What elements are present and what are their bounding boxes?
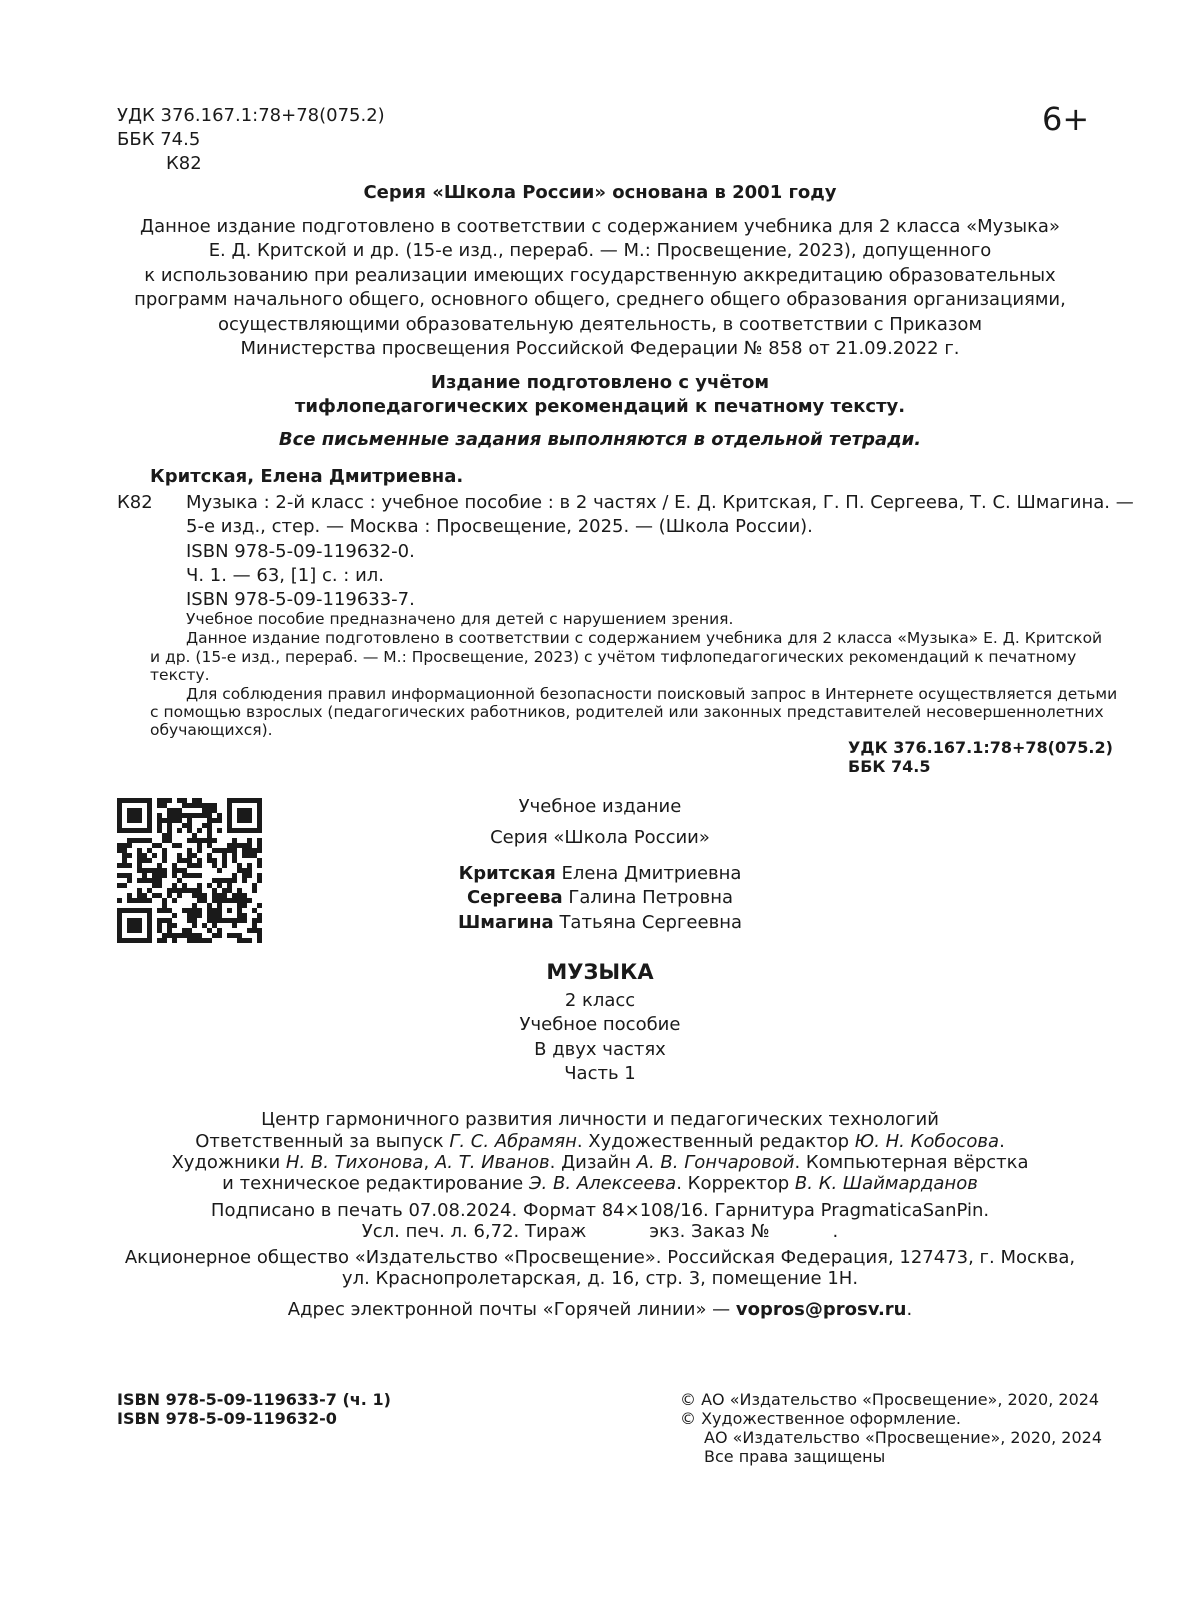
credit-name: Г. С. Абрамян xyxy=(449,1131,577,1152)
author-surname: Критская xyxy=(458,863,556,884)
book-parts: В двух частях xyxy=(534,1039,666,1060)
print-info-line: Подписано в печать 07.08.2024. Формат 84×108/16. Гарнитура PragmaticaSanPin. xyxy=(210,1200,990,1221)
credit-label: . Художественный редактор xyxy=(576,1131,850,1152)
author-line xyxy=(400,911,800,935)
credits-line xyxy=(0,1172,1200,1196)
catalog-line: ISBN 978-5-09-119632-0. xyxy=(186,541,415,562)
catalog-bbk: ББК 74.5 xyxy=(848,757,931,776)
header-code: К82 xyxy=(166,153,202,174)
copyright-line: © Художественное оформление. xyxy=(680,1409,961,1428)
print-info-line: Усл. печ. л. 6,72. Тираж экз. Заказ № . xyxy=(361,1221,839,1242)
age-rating: 6+ xyxy=(1042,100,1090,138)
credit-label: Ответственный за выпуск xyxy=(195,1131,444,1152)
catalog-line: 5-е изд., стер. — Москва : Просвещение, 2025. — (Школа России). xyxy=(186,516,813,537)
edition-series: Серия «Школа России» xyxy=(490,827,710,848)
author-name: Татьяна Сергеевна xyxy=(559,912,742,933)
credit-label: . Компьютерная вёрстка xyxy=(794,1152,1029,1173)
author-line xyxy=(400,886,800,910)
header-udk: УДК 376.167.1:78+78(075.2) xyxy=(117,105,385,126)
catalog-small-line: Учебное пособие предназначено для детей с нарушением зрения. xyxy=(186,610,734,628)
author-name: Елена Дмитриевна xyxy=(561,863,742,884)
credit-name: А. Т. Иванов xyxy=(434,1152,550,1173)
series-founded: Серия «Школа России» основана в 2001 году xyxy=(363,182,837,203)
catalog-line: ISBN 978-5-09-119633-7. xyxy=(186,589,415,610)
catalog-udk: УДК 376.167.1:78+78(075.2) xyxy=(848,738,1113,757)
isbn-footer: ISBN 978-5-09-119633-7 (ч. 1) xyxy=(117,1390,391,1409)
isbn-footer: ISBN 978-5-09-119632-0 xyxy=(117,1409,337,1428)
credit-punct: . xyxy=(999,1131,1005,1152)
credit-punct: , xyxy=(423,1152,430,1173)
credit-label: Художники xyxy=(171,1152,281,1173)
tiflo-note-line: Издание подготовлено с учётом xyxy=(430,372,770,393)
copyright-line: © АО «Издательство «Просвещение», 2020, 2024 xyxy=(680,1390,1100,1409)
book-part: Часть 1 xyxy=(564,1063,636,1084)
catalog-small-line: Для соблюдения правил информационной безопасности поисковый запрос в Интернете осуществляется детьми xyxy=(186,685,1118,703)
credit-name: А. В. Гончаровой xyxy=(636,1152,795,1173)
catalog-small-line: Данное издание подготовлено в соответствии с содержанием учебника для 2 класса «Музыка» Е. Д. Критской xyxy=(186,629,1103,647)
copyright-line: АО «Издательство «Просвещение», 2020, 2024 xyxy=(704,1428,1103,1447)
credits-center: Центр гармоничного развития личности и педагогических технологий xyxy=(261,1109,939,1130)
credit-name: Э. В. Алексеева xyxy=(528,1173,677,1194)
catalog-small-line: и др. (15-е изд., перераб. — М.: Просвещение, 2023) с учётом тифлопедагогических рекомендаций к печатному xyxy=(150,648,1077,666)
book-title: МУЗЫКА xyxy=(546,960,654,984)
catalog-code: К82 xyxy=(117,492,153,513)
prep-line: к использованию при реализации имеющих государственную аккредитацию образовательных xyxy=(144,265,1056,286)
catalog-small-line: тексту. xyxy=(150,666,210,684)
catalog-small-line: с помощью взрослых (педагогических работников, родителей или законных представителей несовершеннолетних xyxy=(150,703,1104,721)
author-surname: Сергеева xyxy=(466,887,563,908)
credit-label: . Корректор xyxy=(676,1173,790,1194)
catalog-line: Ч. 1. — 63, [1] с. : ил. xyxy=(186,565,385,586)
workbook-note: Все письменные задания выполняются в отдельной тетради. xyxy=(278,429,922,450)
prep-line: программ начального общего, основного общего, среднего общего образования организациями, xyxy=(134,289,1066,310)
header-bbk: ББК 74.5 xyxy=(117,129,201,150)
hotline-label: Адрес электронной почты «Горячей линии» — xyxy=(287,1299,731,1320)
prep-line: Данное издание подготовлено в соответствии с содержанием учебника для 2 класса «Музыка» xyxy=(140,216,1060,237)
credit-name: В. К. Шаймарданов xyxy=(794,1173,978,1194)
credit-name: Ю. Н. Кобосова xyxy=(854,1131,1000,1152)
hotline-line xyxy=(0,1298,1200,1322)
prep-line: Министерства просвещения Российской Федерации № 858 от 21.09.2022 г. xyxy=(240,338,960,359)
hotline-email[interactable]: vopros@prosv.ru xyxy=(735,1299,907,1320)
author-line xyxy=(400,862,800,886)
prep-line: осуществляющими образовательную деятельность, в соответствии с Приказом xyxy=(217,314,983,335)
book-kind: Учебное пособие xyxy=(519,1014,681,1035)
credit-name: Н. В. Тихонова xyxy=(285,1152,424,1173)
catalog-line: Музыка : 2-й класс : учебное пособие : в 2 частях / Е. Д. Критская, Г. П. Сергеева, Т. С. Шмагина. — xyxy=(186,492,1134,513)
catalog-small-line: обучающихся). xyxy=(150,721,273,739)
prep-line: Е. Д. Критской и др. (15-е изд., перераб. — М.: Просвещение, 2023), допущенного xyxy=(208,240,992,261)
hotline-end: . xyxy=(906,1299,913,1320)
copyright-line: Все права защищены xyxy=(704,1447,886,1466)
tiflo-note-line: тифлопедагогических рекомендаций к печатному тексту. xyxy=(294,396,906,417)
book-grade: 2 класс xyxy=(564,990,636,1011)
publisher-line: ул. Краснопролетарская, д. 16, стр. 3, помещение 1Н. xyxy=(341,1268,859,1289)
credit-label: и техническое редактирование xyxy=(222,1173,524,1194)
catalog-author: Критская, Елена Дмитриевна. xyxy=(150,466,464,487)
credit-label: . Дизайн xyxy=(549,1152,631,1173)
author-surname: Шмагина xyxy=(458,912,554,933)
publisher-line: Акционерное общество «Издательство «Просвещение». Российская Федерация, 127473, г. Москва, xyxy=(124,1247,1076,1268)
qr-code-icon xyxy=(117,798,262,943)
edition-type: Учебное издание xyxy=(518,796,682,817)
author-name: Галина Петровна xyxy=(568,887,734,908)
